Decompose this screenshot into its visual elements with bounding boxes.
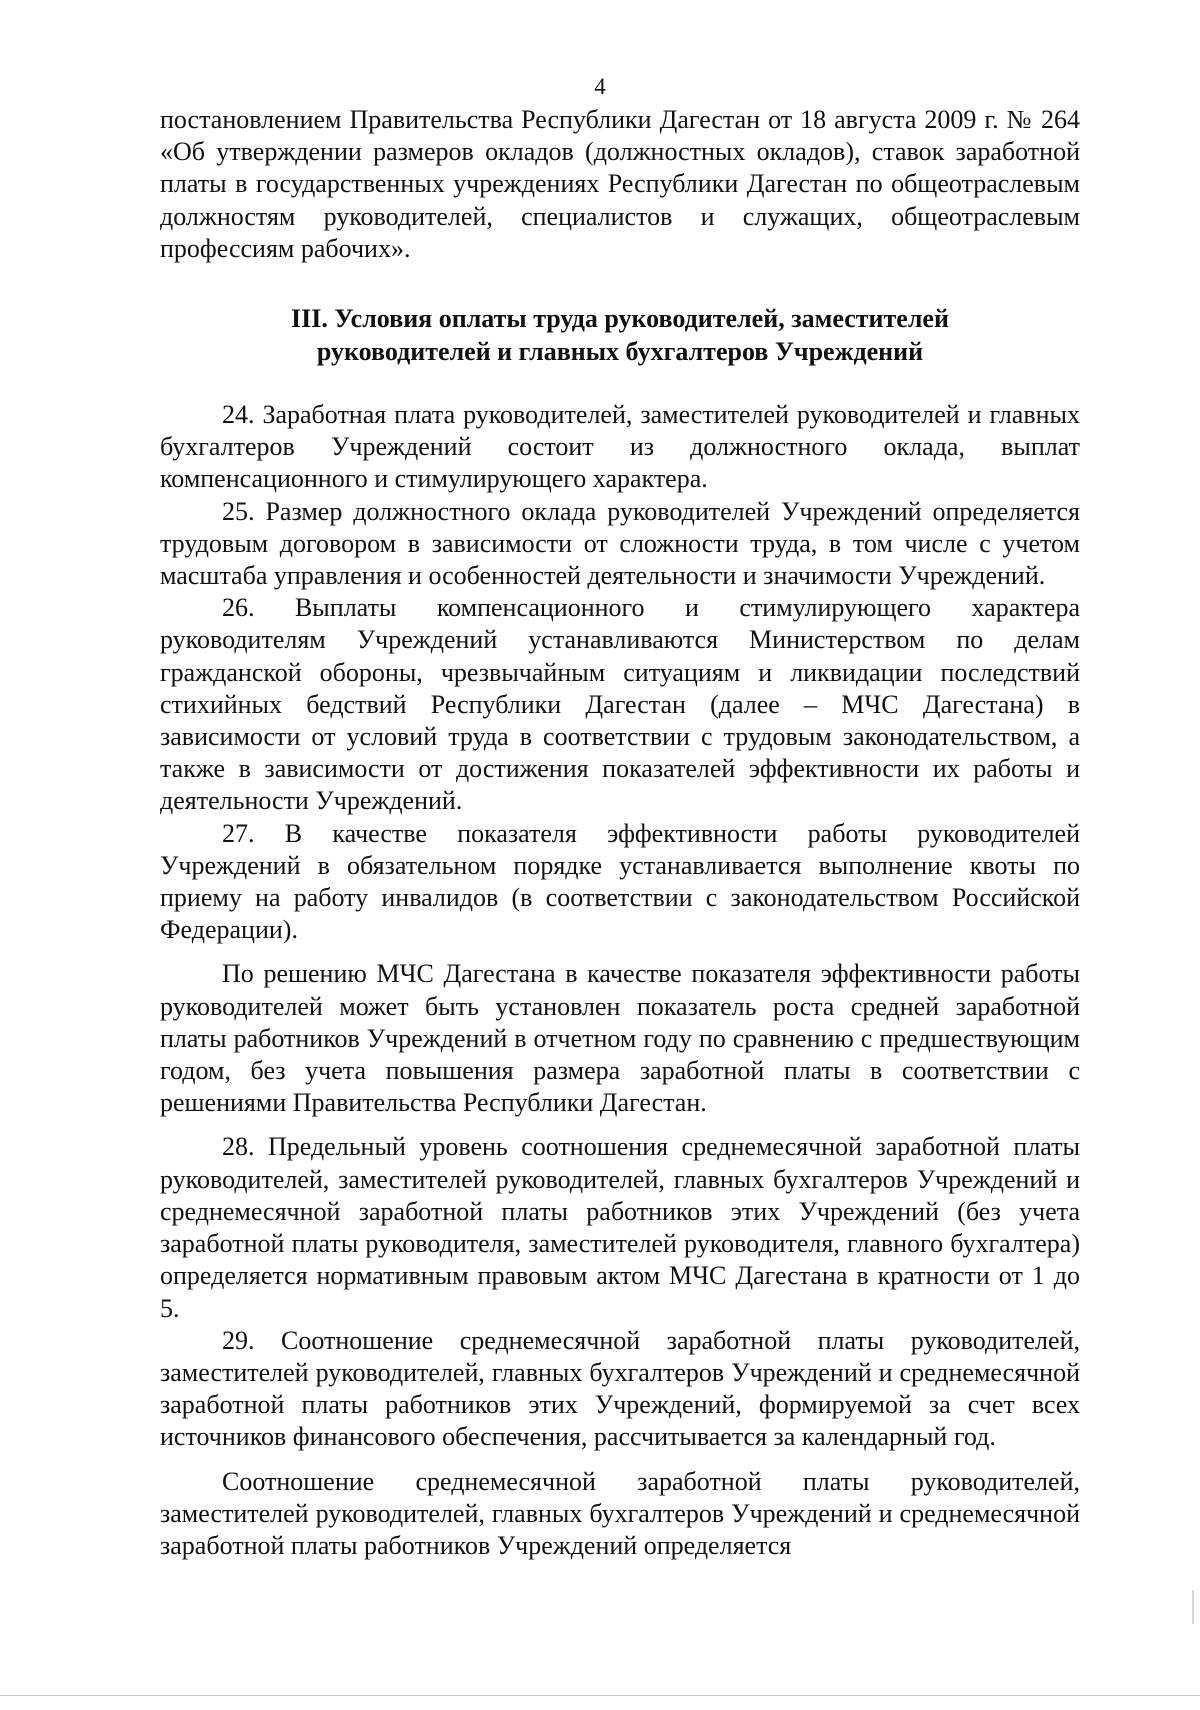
paragraph-29-continuation: Соотношение среднемесячной заработной платы руководителей, заместителей руководителей, главных бухгалтеров Учреждений и среднемесячной заработной платы работников Учреждений определяется — [160, 1466, 1080, 1560]
paragraph-28: 28. Предельный уровень соотношения среднемесячной заработной платы руководителей, заместителей руководителей, главных бухгалтеров Учреждений и среднемесячной заработной платы работников этих Учреждений (без учета заработной платы руководителя, заместителей руководителя, главного бухгалтера) определяется нормативным правовым актом МЧС Дагестана в кратности от 1 до 5. — [160, 1132, 1080, 1323]
section-heading — [160, 302, 1080, 368]
section-heading-line-2: руководителей и главных бухгалтеров Учреждений — [316, 337, 924, 367]
paragraph-27: 27. В качестве показателя эффективности работы руководителей Учреждений в обязательном порядке устанавливается выполнение квоты по приему на работу инвалидов (в соответствии с законодательством Российской Федерации). — [160, 818, 1080, 945]
paragraph-27-continuation: По решению МЧС Дагестана в качестве показателя эффективности работы руководителей может быть установлен показатель роста средней заработной платы работников Учреждений в отчетном году по сравнению с предшествующим годом, без учета повышения размера заработной платы в соответствии с решениями Правительства Республики Дагестан. — [160, 959, 1080, 1118]
paragraph-25: 25. Размер должностного оклада руководителей Учреждений определяется трудовым договором в зависимости от сложности труда, в том числе с учетом масштаба управления и особенностей деятельности и значимости Учреждений. — [160, 496, 1080, 591]
paragraph-26: 26. Выплаты компенсационного и стимулирующего характера руководителям Учреждений устанавливаются Министерством по делам гражданской обороны, чрезвычайным ситуациям и ликвидации последствий стихийных бедствий Республики Дагестан (далее – МЧС Дагестана) в зависимости от условий труда в соответствии с трудовым законодательством, а также в зависимости от достижения показателей эффективности их работы и деятельности Учреждений. — [160, 593, 1080, 816]
paragraph-29: 29. Соотношение среднемесячной заработной платы руководителей, заместителей руководителей, главных бухгалтеров Учреждений и среднемесячной заработной платы работников этих Учреждений, формируемой за счет всех источников финансового обеспечения, рассчитывается за календарный год. — [160, 1325, 1080, 1452]
paragraph-24: 24. Заработная плата руководителей, заместителей руководителей и главных бухгалтеров Учреждений состоит из должностного оклада, выплат компенсационного и стимулирующего характера. — [160, 400, 1080, 494]
scan-bottom-line — [0, 1695, 1200, 1696]
section-heading-line-1: III. Условия оплаты труда руководителей, заместителей — [291, 304, 949, 334]
scan-edge-mark — [1192, 1590, 1194, 1624]
intro-paragraph: постановлением Правительства Республики Дагестан от 18 августа 2009 г. № 264 «Об утверждении размеров окладов (должностных окладов), ставок заработной платы в государственных учреждениях Республики Дагестан по общеотраслевым должностям руководителей, специалистов и служащих, общеотраслевым профессиям рабочих». — [160, 105, 1080, 263]
document-body — [160, 104, 1080, 1562]
page-number: 4 — [594, 74, 606, 99]
